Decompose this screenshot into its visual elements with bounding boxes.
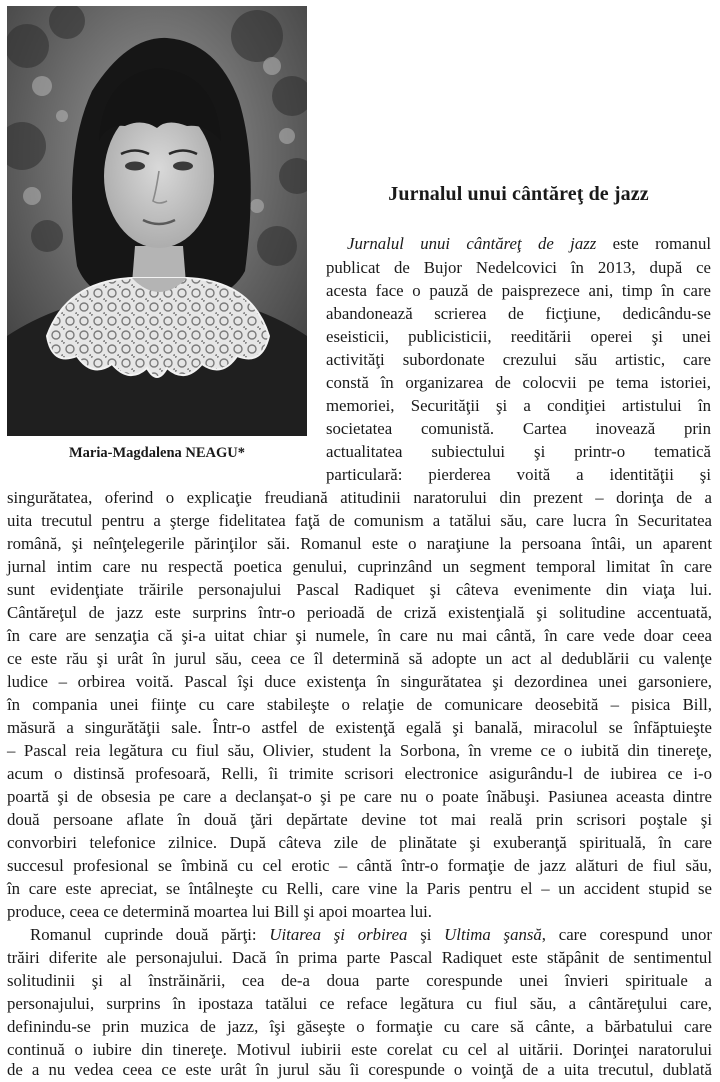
author-caption: Maria-Magdalena NEAGU* <box>69 445 245 461</box>
book-title-italic: Jurnalul unui cântăreţ de jazz <box>347 234 597 253</box>
text-line: ce este rău şi urât în jurul său, ceea ce îl determină să adopte un act al dedublării cu valenţe <box>7 649 712 668</box>
paragraph-2-first-line <box>30 925 712 945</box>
text-line: de a nu vedea ceea ce este urât în jurul său îi corespunde o voinţă de a uita trecutul, dublată <box>7 1060 712 1079</box>
text-line: convorbiri telefonice zilnice. După câteva zile de plinătate şi exuberanţă spirituală, în care <box>7 833 712 852</box>
text-line: în compania unei fiinţe cu care stabileşte o relaţie de comunicare deosebită – pisica Bill, <box>7 695 712 714</box>
text-span: şi <box>407 925 445 944</box>
text-line: produce, ceea ce determină moartea lui Bill şi apoi moartea lui. <box>7 902 432 921</box>
text-line: Cântăreţul de jazz este surprins într-o perioadă de criză existenţială şi solitudine accentuată, <box>7 603 712 622</box>
portrait-illustration <box>7 6 307 436</box>
text-line: ludice – orbirea voită. Pascal îşi duce existenţa în singurătatea şi dezordinea unei garsoniere, <box>7 672 712 691</box>
text-span: , care corespund unor <box>541 925 712 944</box>
text-span: este romanul <box>596 234 711 253</box>
text-line: măsură a singurătăţii sale. Într-o astfel de existenţă egală şi banală, miracolul se înfăptuieşte <box>7 718 712 737</box>
text-line: definindu-se prin muzica de jazz, îşi găseşte o formaţie cu care să cânte, a bărbatului care <box>7 1017 712 1036</box>
part-title-italic: Ultima şansă <box>444 925 542 944</box>
paragraph-1-first-line <box>347 234 711 254</box>
text-line: română, şi neînţelegerile părinţilor săi. Romanul este o naraţiune la persoana întâi, un aparent <box>7 534 712 553</box>
text-line: constă în organizarea de colocvii pe tema istoriei, <box>326 373 711 392</box>
text-span: Romanul cuprinde două părţi: <box>30 925 270 944</box>
text-line: jurnal intim care nu respectă poetica genului, cuprinzând un segment temporal limitat în care <box>7 557 712 576</box>
text-line: uita trecutul pentru a şterge fidelitatea faţă de comunism a tatălui său, care lucra în Securitatea <box>7 511 712 530</box>
text-line: în care are senzaţia că şi-a uitat chiar şi numele, în care nu mai cântă, în care vede doar ceea <box>7 626 712 645</box>
text-line: memoriei, Securităţii şi a condiţiei artistului în <box>326 396 711 415</box>
author-portrait-photo <box>7 6 307 436</box>
text-line: două persoane aflate în două ţări depărtate devine tot mai reală prin scrisori poştale şi <box>7 810 712 829</box>
text-line: sunt evidenţiate trăirile personajului Pascal Radiquet şi câteva evenimente din viaţa lui. <box>7 580 712 599</box>
text-line: solitudinii şi al înstrăinării, cea de-a doua parte corespunde unei învieri spirituale a <box>7 971 712 990</box>
text-line: acum o distinsă profesoară, Relli, îi trimite scrisori electronice asigurându-l de iubirea ce i-o <box>7 764 712 783</box>
text-line: abandonează scrierea de ficţiune, dedicându-se <box>326 304 711 323</box>
article-title: Jurnalul unui cântăreţ de jazz <box>388 183 649 205</box>
part-title-italic: Uitarea şi orbirea <box>269 925 408 944</box>
text-line: particulară: pierderea voită a identităţii şi <box>326 465 711 484</box>
text-line: eseisticii, publicisticii, reeditării operei şi unei <box>326 327 711 346</box>
text-line: trăiri diferite ale personajului. Dacă în prima parte Pascal Radiquet este stăpânit de sentimentul <box>7 948 712 967</box>
text-line: continuă o iubire din tinereţe. Motivul iubirii este corelat cu cel al uitării. Dorinţei naratorului <box>7 1040 712 1059</box>
text-line: singurătatea, oferind o explicaţie freudiană atitudinii naratorului din prezent – dorinţa de a <box>7 488 712 507</box>
text-line: poartă şi de obsesia pe care a declanşat-o şi pe care nu o poate înăbuşi. Pasiunea aceasta dintre <box>7 787 712 806</box>
text-line: – Pascal reia legătura cu fiul său, Olivier, student la Sorbona, în vreme ce o iubită din tinereţe, <box>7 741 712 760</box>
text-line: în care este apreciat, se întâlneşte cu Relli, care vine la Paris pentru el – un accident stupid se <box>7 879 712 898</box>
text-line: actualitatea subiectului şi printr-o tematică <box>326 442 711 461</box>
text-line: succesul profesional se îmbină cu cel erotic – cântă într-o formaţie de jazz alături de fiul său, <box>7 856 712 875</box>
text-line: personajului, surprins în ipostaza tatălui ce reface legătura cu fiul său, a cântăreţului care, <box>7 994 712 1013</box>
text-line: acesta face o pauză de paisprezece ani, timp în care <box>326 281 711 300</box>
text-line: societatea comunistă. Cartea inovează prin <box>326 419 711 438</box>
text-line: publicat de Bujor Nedelcovici în 2013, după ce <box>326 258 711 277</box>
text-line: activităţi subordonate crezului său artistic, care <box>326 350 711 369</box>
